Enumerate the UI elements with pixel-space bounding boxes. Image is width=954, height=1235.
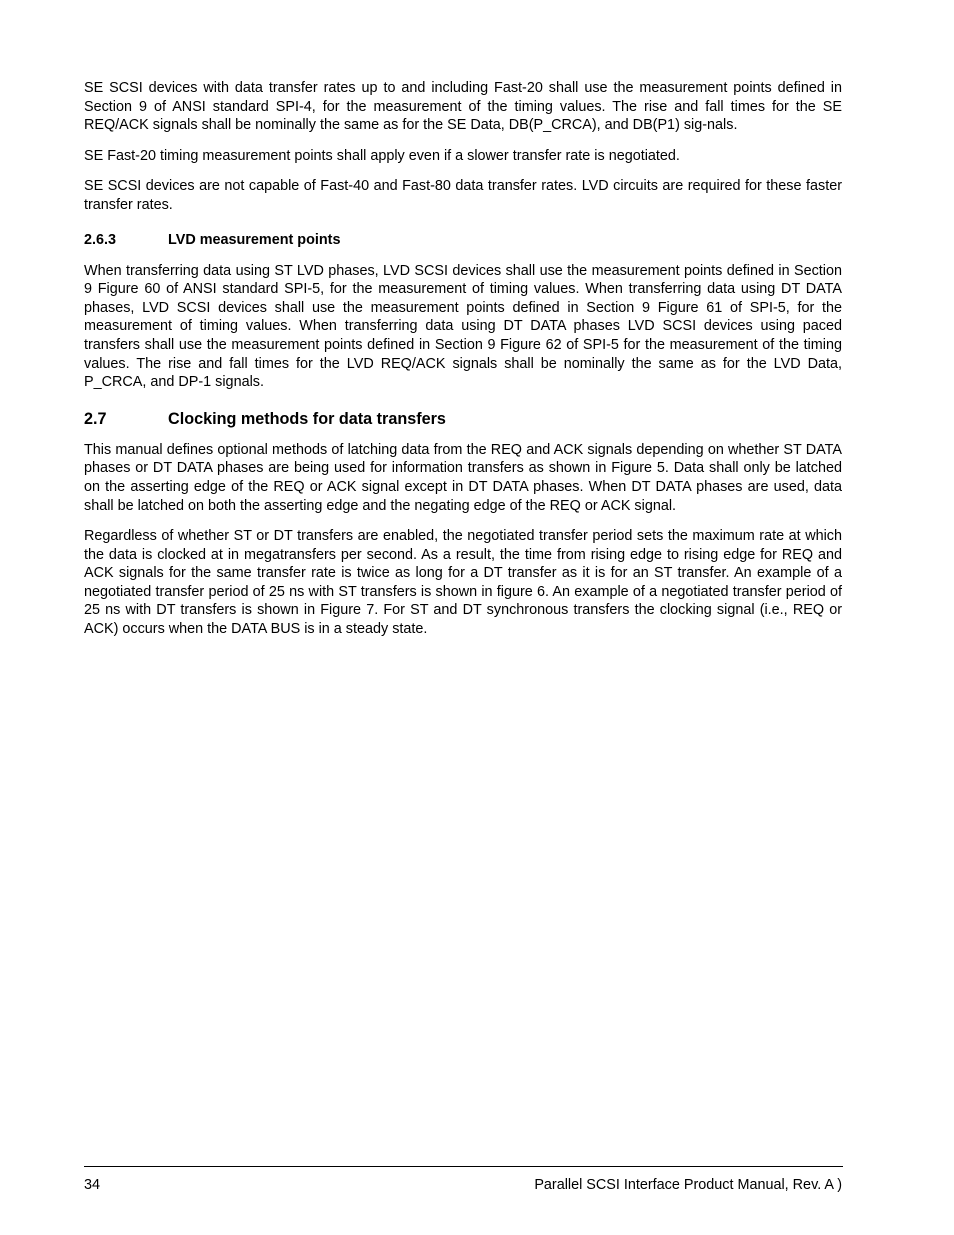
paragraph-transfer-period: Regardless of whether ST or DT transfers are enabled, the negotiated transfer period sets the maximum rate at which the data is clocked at in megatransfers per second. As a result, the time from rising edge to rising edge for REQ and ACK signals for the same transfer rate is twice as long for a DT transfer as it is for an ST transfer. An example of a negotiated transfer period of 25 ns with ST transfers is shown in figure 6. An example of a negotiated transfer period of 25 ns with DT transfers is shown in Figure 7. For ST and DT synchronous transfers the clocking signal (i.e., REQ or ACK) occurs when the DATA BUS is in a steady state. bbox=[84, 528, 842, 638]
paragraph-fast20-timing: SE Fast-20 timing measurement points shall apply even if a slower transfer rate is negotiated. bbox=[84, 147, 680, 164]
section-number: 2.7 bbox=[84, 409, 107, 428]
section-heading-2-6-3 bbox=[84, 231, 842, 249]
paragraph-se-measurement-points: SE SCSI devices with data transfer rates up to and including Fast-20 shall use the measurement points defined in Section 9 of ANSI standard SPI-4, for the measurement of the timing values. The rise and fall times for the SE REQ/ACK signals shall be nominally the same as for the SE Data, DB(P_CRCA), and DB(P1) sig-nals. bbox=[84, 80, 842, 134]
page-footer bbox=[84, 1176, 842, 1194]
paragraph-se-not-capable: SE SCSI devices are not capable of Fast-40 and Fast-80 data transfer rates. LVD circuits are required for these faster transfer rates. bbox=[84, 178, 842, 213]
page-number: 34 bbox=[84, 1177, 101, 1193]
manual-title: Parallel SCSI Interface Product Manual, Rev. A ) bbox=[534, 1177, 842, 1193]
section-number: 2.6.3 bbox=[84, 231, 117, 248]
paragraph-lvd-measurement: When transferring data using ST LVD phases, LVD SCSI devices shall use the measurement points defined in Section 9 Figure 60 of ANSI standard SPI-5, for the measurement of timing values. When transferring data using DT DATA phases, LVD SCSI devices shall use the measurement points defined in Section 9 Figure 61 of SPI-5, for the measurement of timing values. When transferring data using DT DATA phases LVD SCSI devices using paced transfers shall use the measurement points defined in Section 9 Figure 62 of SPI-5 for the measurement of the timing values. The rise and fall times for the LVD REQ/ACK signals shall be nominally the same as for the LVD Data, P_CRCA, and DP-1 signals. bbox=[84, 262, 842, 391]
section-title: Clocking methods for data transfers bbox=[168, 409, 446, 428]
page-body bbox=[84, 79, 842, 651]
footer-divider bbox=[84, 1166, 843, 1167]
section-heading-2-7 bbox=[84, 409, 842, 429]
section-title: LVD measurement points bbox=[168, 231, 341, 248]
paragraph-clocking-methods: This manual defines optional methods of latching data from the REQ and ACK signals depending on whether ST DATA phases or DT DATA phases are being used for information transfers as shown in Figure 5. Data shall only be latched on the asserting edge of the REQ or ACK signal except in DT DATA phases. When DT DATA phases are used, data shall be latched on both the asserting edge and the negating edge of the REQ or ACK signal. bbox=[84, 441, 842, 514]
